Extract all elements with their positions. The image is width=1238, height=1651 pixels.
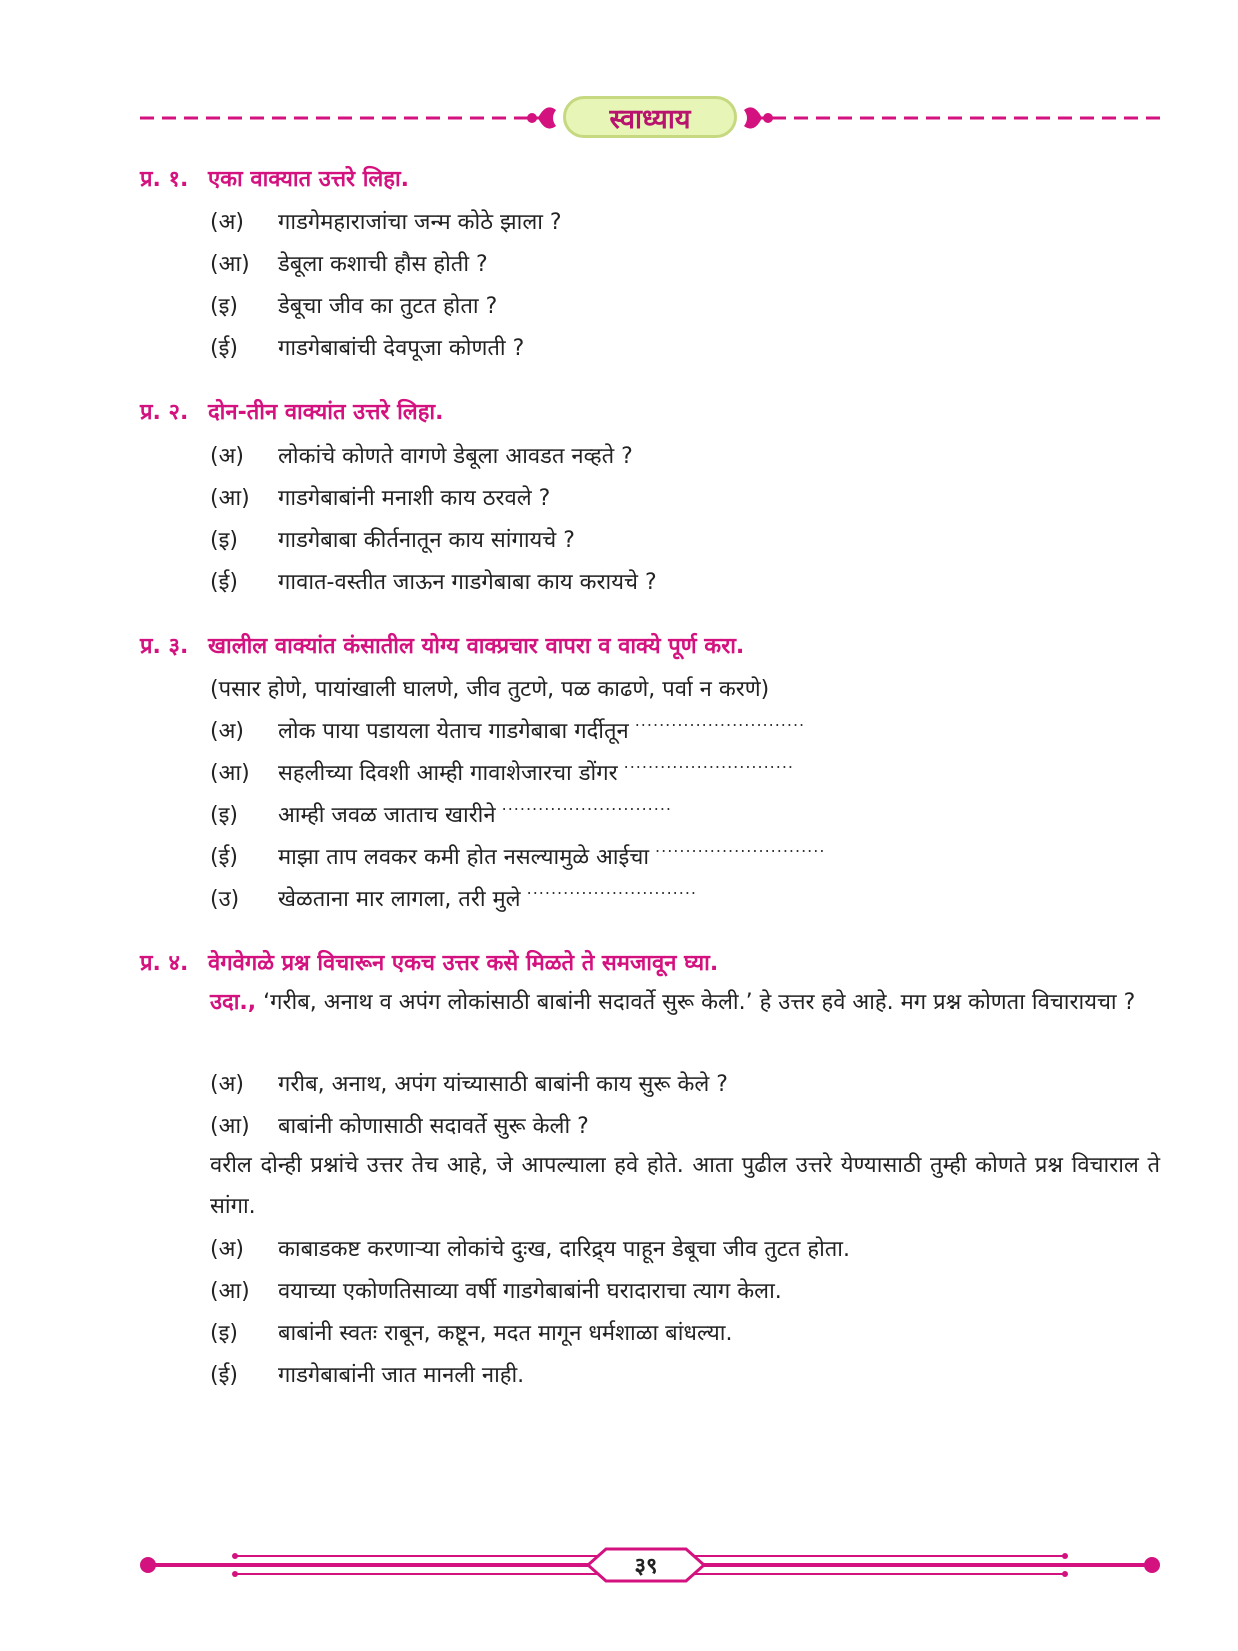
list-item	[210, 248, 488, 278]
list-item	[210, 879, 698, 913]
list-item	[210, 837, 826, 871]
list-item	[210, 1233, 850, 1263]
item-text: सहलीच्या दिवशी आम्ही गावाशेजारचा डोंगर	[278, 761, 618, 786]
item-text: गाडगेबाबांची देवपूजा कोणती ?	[278, 336, 525, 361]
item-text: गावात-वस्तीत जाऊन गाडगेबाबा काय करायचे ?	[278, 570, 657, 595]
question-title: खालील वाक्यांत कंसातील योग्य वाक्प्रचार वापरा व वाक्ये पूर्ण करा.	[208, 634, 745, 659]
item-marker: (इ)	[210, 803, 238, 828]
list-item	[210, 1359, 524, 1389]
fill-blank: ............................	[623, 753, 795, 772]
header-title-pill	[563, 96, 737, 138]
page-footer	[140, 1545, 1160, 1585]
instruction-paragraph: वरील दोन्ही प्रश्नांचे उत्तर तेच आहे, जे आपल्याला हवे होते. आता पुढील उत्तरे येण्यासाठी तुम्ही कोणते प्रश्न विचाराल ते सांगा.	[210, 1153, 1160, 1219]
item-text: गाडगेबाबा कीर्तनातून काय सांगायचे ?	[278, 528, 575, 553]
fill-blank: ............................	[655, 837, 826, 856]
fill-blank: ............................	[526, 879, 698, 898]
question-title: दोन-तीन वाक्यांत उत्तरे लिहा.	[208, 400, 444, 425]
item-marker: (अ)	[210, 210, 244, 235]
item-text: लोकांचे कोणते वागणे डेबूला आवडत नव्हते ?	[278, 444, 633, 469]
question-title: वेगवेगळे प्रश्न विचारून एकच उत्तर कसे मिळते ते समजावून घ्या.	[208, 951, 719, 976]
example-text: ‘गरीब, अनाथ व अपंग लोकांसाठी बाबांनी सदावर्ते सुरू केली.’ हे उत्तर हवे आहे. मग प्रश्न कोणता विचारायचा ?	[263, 990, 1136, 1015]
list-item	[210, 1110, 589, 1140]
item-marker: (आ)	[210, 252, 250, 277]
example-paragraph	[210, 982, 1160, 1023]
question-3-heading	[140, 630, 744, 660]
question-number: प्र. ४.	[140, 951, 189, 976]
item-marker: (आ)	[210, 486, 250, 511]
phrase-options: (पसार होणे, पायांखाली घालणे, जीव तुटणे, पळ काढणे, पर्वा न करणे)	[210, 677, 770, 702]
item-marker: (अ)	[210, 1237, 244, 1262]
item-marker: (ई)	[210, 1363, 238, 1388]
exercise-header	[140, 88, 1160, 148]
item-marker: (आ)	[210, 1114, 250, 1139]
item-text: डेबूला कशाची हौस होती ?	[278, 252, 488, 277]
item-marker: (अ)	[210, 444, 244, 469]
item-text: खेळताना मार लागला, तरी मुले	[278, 887, 521, 912]
item-text: बाबांनी कोणासाठी सदावर्ते सुरू केली ?	[278, 1114, 589, 1139]
list-item	[210, 1275, 782, 1305]
list-item	[210, 753, 795, 787]
item-marker: (आ)	[210, 1279, 250, 1304]
item-marker: (ई)	[210, 845, 238, 870]
list-item	[210, 524, 575, 554]
example-label: उदा.,	[210, 990, 257, 1015]
item-marker: (आ)	[210, 761, 250, 786]
fill-blank: ............................	[501, 795, 673, 814]
item-marker: (इ)	[210, 528, 238, 553]
list-item	[210, 1317, 732, 1347]
item-marker: (उ)	[210, 887, 240, 912]
page-number: ३९	[634, 1554, 658, 1579]
fill-blank: ............................	[634, 711, 806, 730]
list-item	[210, 711, 806, 745]
question-1-heading	[140, 163, 409, 193]
question-title: एका वाक्यात उत्तरे लिहा.	[208, 167, 410, 192]
item-marker: (इ)	[210, 1321, 238, 1346]
item-text: डेबूचा जीव का तुटत होता ?	[278, 294, 498, 319]
question-number: प्र. १.	[140, 167, 189, 192]
question-number: प्र. ३.	[140, 634, 189, 659]
list-item	[210, 440, 633, 470]
item-text: माझा ताप लवकर कमी होत नसल्यामुळे आईचा	[278, 845, 650, 870]
item-marker: (अ)	[210, 719, 244, 744]
item-text: लोक पाया पडायला येताच गाडगेबाबा गर्दीतून	[278, 719, 629, 744]
header-title: स्वाध्याय	[609, 103, 691, 135]
list-item	[210, 795, 673, 829]
question-2-heading	[140, 396, 443, 426]
item-text: गाडगेबाबांनी जात मानली नाही.	[278, 1363, 525, 1388]
question-4-heading	[140, 947, 718, 977]
list-item	[210, 566, 657, 596]
list-item	[210, 206, 562, 236]
list-item	[210, 482, 550, 512]
item-text: वयाच्या एकोणतिसाव्या वर्षी गाडगेबाबांनी घरादाराचा त्याग केला.	[278, 1279, 782, 1304]
item-text: गाडगेबाबांनी मनाशी काय ठरवले ?	[278, 486, 551, 511]
item-marker: (इ)	[210, 294, 238, 319]
item-text: गाडगेमहाराजांचा जन्म कोठे झाला ?	[278, 210, 562, 235]
item-marker: (अ)	[210, 1072, 244, 1097]
item-text: आम्ही जवळ जाताच खारीने	[278, 803, 496, 828]
item-marker: (ई)	[210, 570, 238, 595]
list-item	[210, 332, 524, 362]
question-number: प्र. २.	[140, 400, 189, 425]
item-marker: (ई)	[210, 336, 238, 361]
item-text: काबाडकष्ट करणाऱ्या लोकांचे दुःख, दारिद्र्य पाहून डेबूचा जीव तुटत होता.	[278, 1237, 850, 1262]
item-text: बाबांनी स्वतः राबून, कष्टून, मदत मागून धर्मशाळा बांधल्या.	[278, 1321, 733, 1346]
list-item	[210, 290, 497, 320]
item-text: गरीब, अनाथ, अपंग यांच्यासाठी बाबांनी काय सुरू केले ?	[278, 1072, 728, 1097]
list-item	[210, 1068, 728, 1098]
